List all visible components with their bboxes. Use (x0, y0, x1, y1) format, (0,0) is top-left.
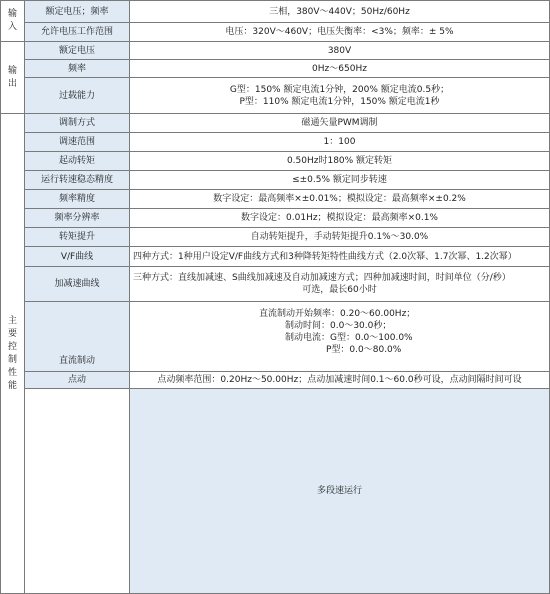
row-label: 频率分辨率 (25, 209, 130, 228)
row-label: V/F曲线 (25, 247, 130, 267)
row-value: ≤±0.5% 额定同步转速 (130, 171, 550, 190)
row-value (130, 267, 550, 302)
row-label: 调制方式 (25, 114, 130, 133)
table-row (1, 372, 550, 389)
table-row (1, 114, 550, 133)
table-row (1, 209, 550, 228)
row-label: 过载能力 (25, 78, 130, 114)
table-row (1, 171, 550, 190)
row-value: 1：100 (130, 133, 550, 152)
value-line: 直流制动开始频率：0.20～60.00Hz； (259, 309, 416, 319)
row-label: 频率 (25, 60, 130, 78)
table-row (1, 389, 550, 594)
value-line: 可选，最长60小时 (302, 285, 377, 295)
row-value: 0Hz～650Hz (130, 60, 550, 78)
value-line: P型：0.0～80.0% (326, 345, 402, 355)
value-line: P型：110% 额定电流1分钟，150% 额定电流1秒 (239, 96, 440, 107)
group-label-control-continued (25, 389, 130, 594)
row-label: 额定电压 (25, 42, 130, 60)
row-label: 多段速运行 (130, 389, 550, 594)
row-value: 点动频率范围：0.20Hz～50.00Hz；点动加减速时间0.1～60.0秒可设，点动间隔时间可设 (130, 372, 550, 389)
row-label: 允许电压工作范围 (25, 23, 130, 42)
table-row (1, 267, 550, 302)
row-value: 磁通矢量PWM调制 (130, 114, 550, 133)
row-value: 三相，380V～440V；50Hz/60Hz (130, 1, 550, 23)
row-label: 额定电压；频率 (25, 1, 130, 23)
table-row (1, 133, 550, 152)
row-value: 四种方式：1种用户设定V/F曲线方式和3种降转矩特性曲线方式（2.0次幂、1.7次幂、1.2次幂） (130, 247, 550, 267)
row-label: 起动转矩 (25, 152, 130, 171)
value-line: 制动时间：0.0～30.0秒； (285, 321, 392, 331)
table-row (1, 152, 550, 171)
row-value (130, 302, 550, 372)
table-row (1, 23, 550, 42)
value-line: G型：150% 额定电流1分钟，200% 额定电流0.5秒； (229, 84, 450, 95)
group-label-output: 输 出 (1, 42, 25, 114)
group-label-control: 主 要 控 制 性 能 (1, 114, 25, 594)
group-label-input: 输 入 (1, 1, 25, 42)
row-label: 调速范围 (25, 133, 130, 152)
table-row (1, 60, 550, 78)
row-value: 0.50Hz时180% 额定转矩 (130, 152, 550, 171)
table-row (1, 302, 550, 372)
row-value: 380V (130, 42, 550, 60)
row-label: 转矩提升 (25, 228, 130, 247)
row-value: 电压：320V～460V；电压失衡率：<3%；频率：± 5% (130, 23, 550, 42)
row-label: 运行转速稳态精度 (25, 171, 130, 190)
row-value: 自动转矩提升，手动转矩提升0.1%～30.0% (130, 228, 550, 247)
row-value (130, 78, 550, 114)
row-label: 点动 (25, 372, 130, 389)
table-row (1, 78, 550, 114)
table-row (1, 190, 550, 209)
table-row (1, 42, 550, 60)
row-label: 频率精度 (25, 190, 130, 209)
row-label: 直流制动 (25, 302, 130, 372)
table-row (1, 228, 550, 247)
value-line: 三种方式：直线加减速、S曲线加减速及自动加减速方式；四种加减速时间，时间单位（分/秒） (133, 273, 511, 283)
table-row (1, 247, 550, 267)
table-row (1, 1, 550, 23)
row-value: 数字设定：0.01Hz；模拟设定：最高频率×0.1% (130, 209, 550, 228)
value-line: 制动电流：G型：0.0～100.0% (285, 333, 413, 343)
row-value: 数字设定：最高频率×±0.01%；模拟设定：最高频率×±0.2% (130, 190, 550, 209)
row-label: 加减速曲线 (25, 267, 130, 302)
